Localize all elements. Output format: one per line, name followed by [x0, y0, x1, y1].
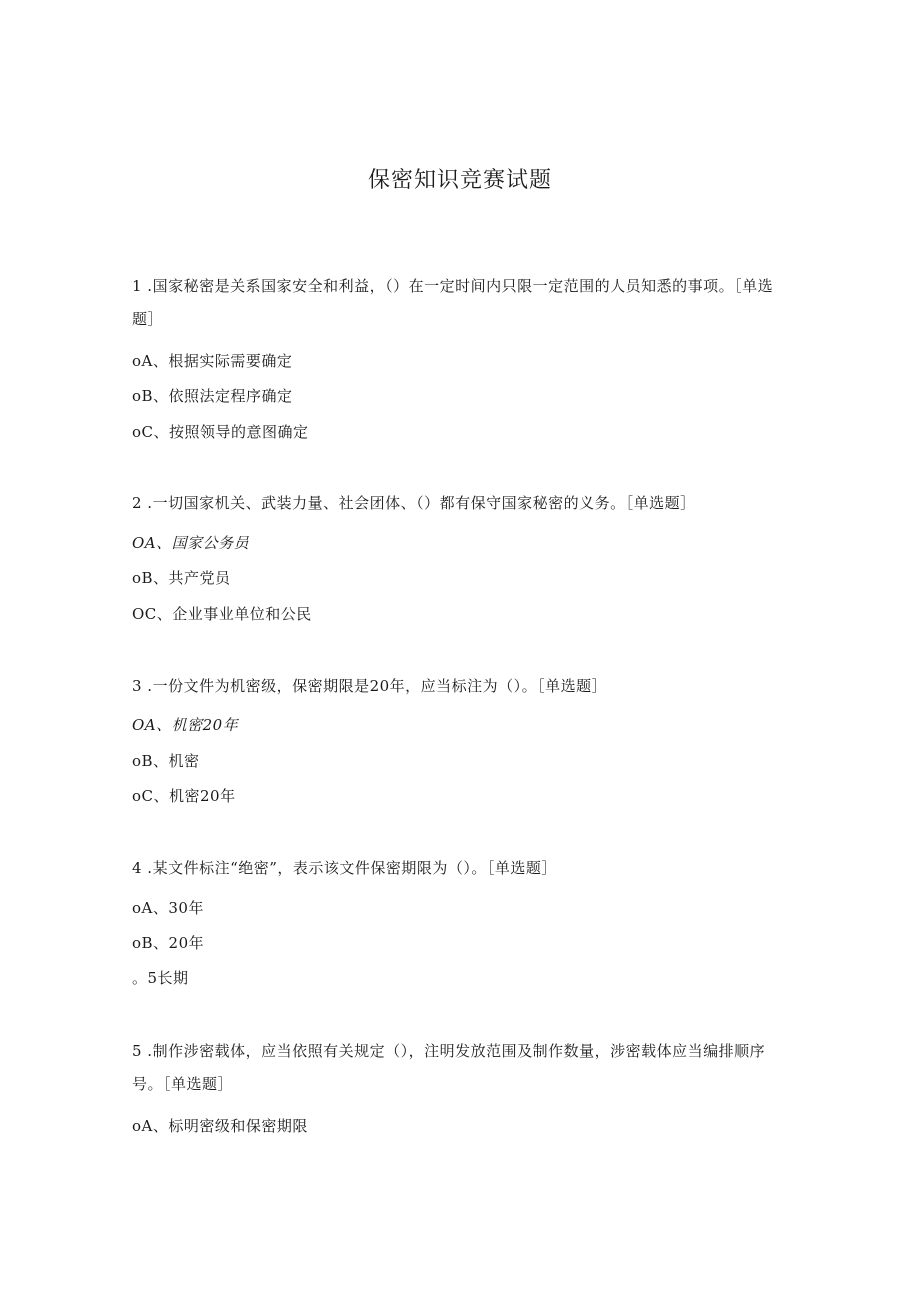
question-3-option-b: oB、机密	[132, 752, 200, 770]
question-4-option-b: oB、20年	[132, 934, 205, 952]
question-4-text: 4 .某文件标注“绝密”，表示该文件保密期限为（）。［单选题］	[132, 859, 557, 877]
question-3-option-a: OA、机密20年	[132, 716, 239, 734]
question-2-option-c: OC、企业事业单位和公民	[132, 605, 312, 623]
question-3-text: 3 .一份文件为机密级，保密期限是20年，应当标注为（）。［单选题］	[132, 677, 608, 695]
question-3-option-c: oC、机密20年	[132, 787, 236, 805]
question-2-text: 2 .一切国家机关、武装力量、社会团体、（）都有保守国家秘密的义务。［单选题］	[132, 494, 696, 512]
question-1-option-b: oB、依照法定程序确定	[132, 387, 293, 405]
question-5-text: 5 .制作涉密载体，应当依照有关规定（），注明发放范围及制作数量，涉密载体应当编排顺序号。［单选题］	[132, 1042, 766, 1093]
document-title: 保密知识竞赛试题	[367, 168, 552, 193]
question-2-option-b: oB、共产党员	[132, 569, 231, 587]
question-1-option-a: oA、根据实际需要确定	[132, 352, 293, 370]
question-1-text: 1 .国家秘密是关系国家安全和利益，（）在一定时间内只限一定范围的人员知悉的事项。［单选题］	[132, 277, 774, 328]
question-1-option-c: oC、按照领导的意图确定	[132, 423, 309, 441]
question-4-option-a: oA、30年	[132, 899, 204, 917]
question-4-option-c: 。5长期	[132, 969, 189, 987]
question-5-option-a: oA、标明密级和保密期限	[132, 1117, 308, 1135]
question-2-option-a: OA、国家公务员	[132, 534, 250, 552]
